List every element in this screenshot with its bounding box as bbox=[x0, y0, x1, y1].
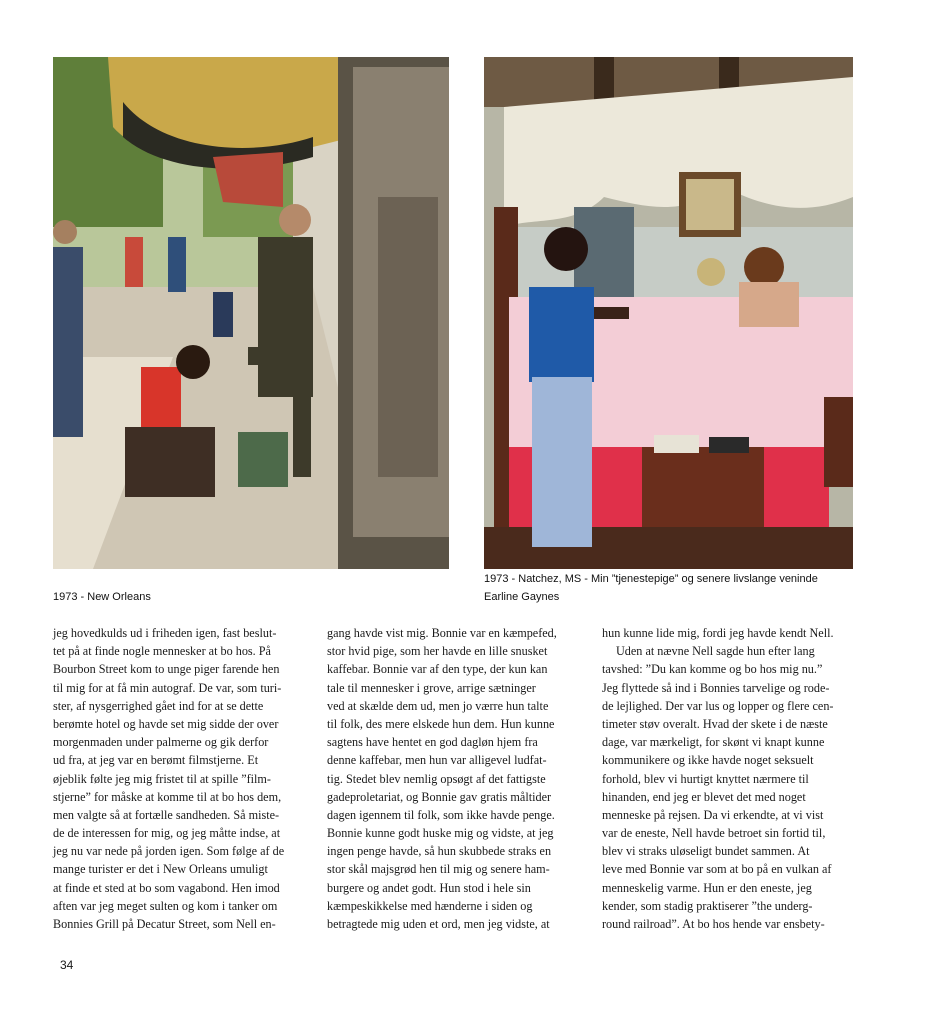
text-line: leve med Bonnie var som at bo på en vulkan af bbox=[602, 862, 832, 877]
caption-photo-2 bbox=[484, 570, 859, 606]
text-line: gadeproletariat, og Bonnie gav gratis måltider bbox=[327, 789, 552, 804]
text-line: tavshed: ”Du kan komme og bo hos mig nu.” bbox=[602, 662, 823, 677]
text-line: menneskelig varme. Hun er den eneste, jeg bbox=[602, 880, 812, 895]
text-line: at finde et sted at bo som vagabond. Hen imod bbox=[53, 880, 280, 895]
text-line: ud fra, at jeg var en berømt filmstjerne. Et bbox=[53, 753, 259, 768]
caption-photo-2-line-1: 1973 - Natchez, MS - Min ”tjenestepige” og senere livslange veninde bbox=[484, 573, 818, 585]
text-line: burgere og andet godt. Hun stod i hele sin bbox=[327, 880, 531, 895]
text-line: morgenmaden under palmerne og gik derfor bbox=[53, 735, 269, 750]
text-line: hinanden, end jeg er blevet det med noget bbox=[602, 789, 806, 804]
text-line: kommunikere og ikke havde noget seksuelt bbox=[602, 753, 814, 768]
text-line: tale til mennesker i grove, arrige sætninger bbox=[327, 680, 536, 695]
text-line: kender, som stadig praktiserer ”the underg- bbox=[602, 898, 813, 913]
text-line: kaffebar. Bonnie var af den type, der kun kan bbox=[327, 662, 548, 677]
text-line: ster, af nysgerrighed gået ind for at se dette bbox=[53, 698, 264, 713]
page-number: 34 bbox=[60, 958, 74, 972]
text-line: ingen penge havde, så hun skubbede straks en bbox=[327, 844, 552, 859]
photo-new-orleans-street bbox=[53, 57, 449, 569]
text-line: forhold, blev vi hurtigt knyttet nærmere til bbox=[602, 771, 809, 786]
text-line: sagtens have hentet en god dagløn hjem fra bbox=[327, 735, 538, 750]
text-line: berømte hotel og havde set mig sidde der over bbox=[53, 716, 279, 731]
caption-photo-2-line-2: Earline Gaynes bbox=[484, 591, 560, 603]
text-line: de lejlighed. Der var lus og lopper og flere cen- bbox=[602, 698, 834, 713]
text-line: Uden at nævne Nell sagde hun efter lang bbox=[616, 644, 815, 659]
text-line: til mig for at få min autograf. De var, som turi- bbox=[53, 680, 282, 695]
text-line: stor hvid pige, som her havde en lille snusket bbox=[327, 644, 548, 659]
text-line: Bourbon Street kom to unge piger farende hen bbox=[53, 662, 280, 677]
text-line: ved at skælde dem ud, men jo værre hun talte bbox=[327, 698, 549, 713]
text-line: jeg hovedkulds ud i friheden igen, fast beslut- bbox=[53, 626, 277, 640]
text-line: de de interessen for mig, og jeg måtte indse, at bbox=[53, 826, 281, 841]
text-line: hun kunne lide mig, fordi jeg havde kendt Nell. bbox=[602, 626, 834, 640]
text-line: Bonnie kunne godt huske mig og vidste, at jeg bbox=[327, 826, 554, 841]
text-line: blev vi straks uløseligt bundet sammen. At bbox=[602, 844, 810, 859]
text-line: menneske på rejsen. Da vi erkendte, at vi vist bbox=[602, 807, 824, 822]
text-line: Bonnies Grill på Decatur Street, som Nell en- bbox=[53, 917, 276, 931]
text-line: tet på at finde nogle mennesker at bo hos. På bbox=[53, 644, 271, 659]
text-line: round railroad”. At bo hos hende var ensbety- bbox=[602, 917, 825, 931]
text-line: dagen igennem til folk, som ikke havde penge. bbox=[327, 807, 555, 822]
text-column-1 bbox=[53, 624, 311, 933]
text-line: men valgte så at fortælle sandheden. Så miste- bbox=[53, 807, 280, 822]
photo-natchez-bedroom bbox=[484, 57, 853, 569]
text-line: timeter støv overalt. Hvad der skete i de næste bbox=[602, 716, 828, 731]
text-line: mange turister er det i New Orleans umuligt bbox=[53, 862, 268, 877]
text-column-3 bbox=[602, 624, 860, 933]
text-line: gang havde vist mig. Bonnie var en kæmpefed, bbox=[327, 626, 557, 640]
text-line: øjeblik følte jeg mig fristet til at spille ”film- bbox=[53, 771, 271, 786]
text-line: til folk, des mere elskede hun dem. Hun kunne bbox=[327, 716, 555, 731]
text-line: dage, var mærkeligt, for skønt vi knapt kunne bbox=[602, 735, 825, 750]
text-line: stor skål majsgrød hen til mig og senere ham- bbox=[327, 862, 550, 877]
text-line: jeg nu var nede på jorden igen. Som følge af de bbox=[53, 844, 285, 859]
text-line: kæmpeskikkelse med hænderne i siden og bbox=[327, 898, 533, 913]
text-line: betragtede mig uden et ord, men jeg vidste, at bbox=[327, 917, 550, 931]
text-line: tig. Stedet blev nemlig opsøgt af det fattigste bbox=[327, 771, 546, 786]
text-line: var de eneste, Nell havde betroet sin fortid til, bbox=[602, 826, 826, 841]
text-line: aften var jeg meget sulten og kom i tanker om bbox=[53, 898, 278, 913]
text-line: denne kaffebar, men hun var alligevel ludfat- bbox=[327, 753, 547, 768]
text-line: stjerne” for måske at komme til at bo hos dem, bbox=[53, 789, 282, 804]
caption-photo-1: 1973 - New Orleans bbox=[53, 591, 151, 603]
text-line: Jeg flyttede så ind i Bonnies tarvelige og rode- bbox=[602, 680, 830, 695]
text-column-2 bbox=[327, 624, 585, 933]
